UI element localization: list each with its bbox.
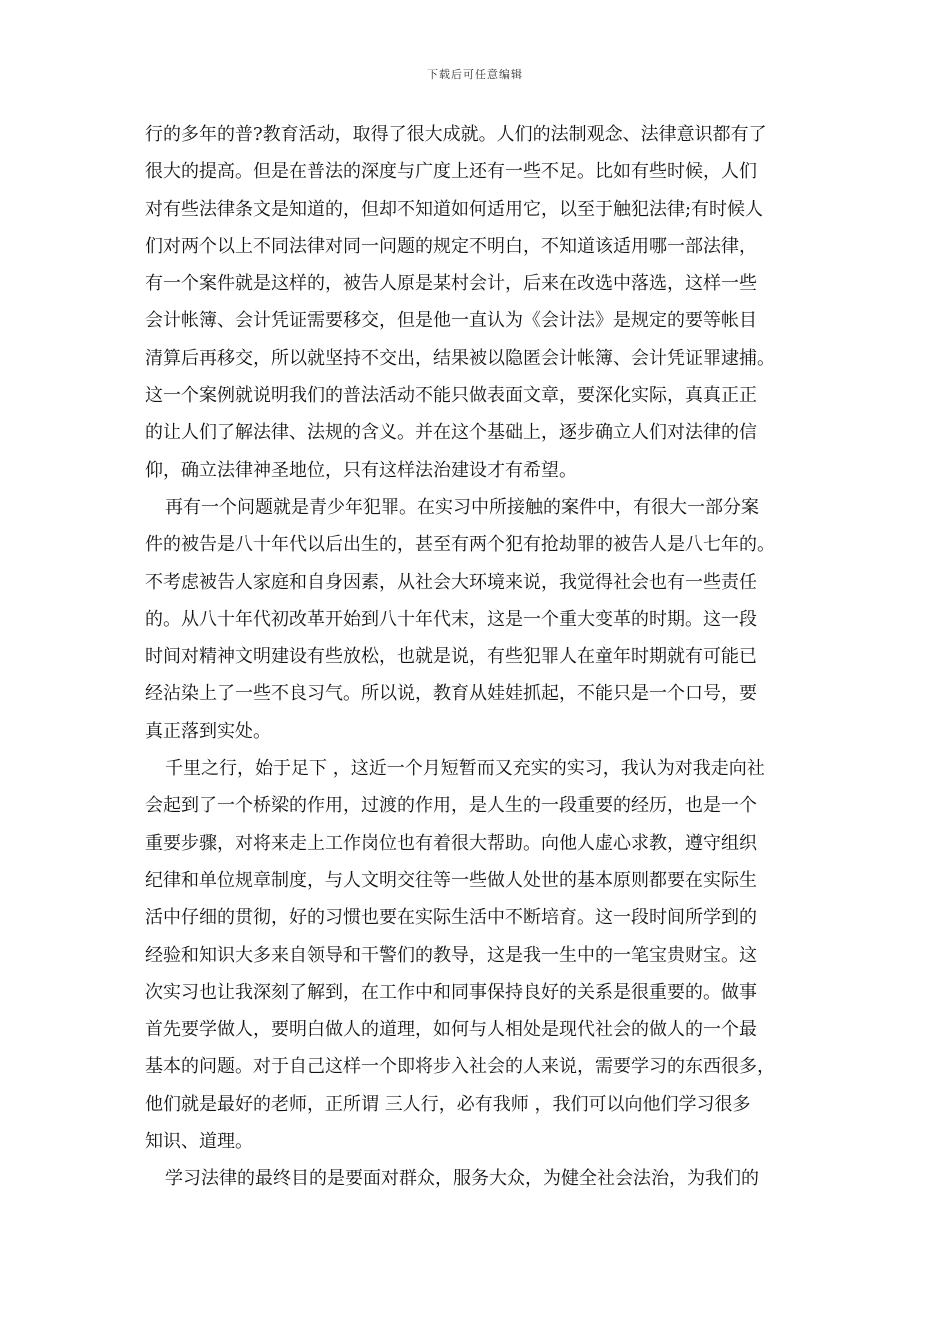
text-line: 千里之行，始于足下 ，这近一个月短暂而又充实的实习，我认为对我走向社 [165, 758, 765, 780]
text-line: 他们就是最好的老师，正所谓 三人行，必有我师 ，我们可以向他们学习很多 [145, 1093, 751, 1115]
text-line: 时间对精神文明建设有些放松，也就是说，有些犯罪人在童年时期就有可能已 [145, 646, 757, 668]
text-line: 有一个案件就是这样的，被告人原是某村会计，后来在改选中落选，这样一些 [145, 273, 757, 295]
text-line: 知识、道理。 [145, 1131, 253, 1153]
text-line: 纪律和单位规章制度，与人文明交往等一些做人处世的基本原则都要在实际生 [145, 869, 757, 891]
text-line: 会计帐簿、会计凭证需要移交，但是他一直认为《会计法》是规定的要等帐目 [145, 310, 757, 332]
text-line: 这一个案例就说明我们的普法活动不能只做表面文章，要深化实际，真真正正 [145, 385, 757, 407]
page-header: 下载后可任意编辑 [427, 68, 523, 81]
text-line: 学习法律的最终目的是要面对群众，服务大众，为健全社会法治，为我们的 [165, 1168, 759, 1190]
text-line: 的让人们了解法律、法规的含义。并在这个基础上，逐步确立人们对法律的信 [145, 422, 757, 444]
text-line: 不考虑被告人家庭和自身因素，从社会大环境来说，我觉得社会也有一些责任 [145, 571, 757, 593]
text-line: 经沾染上了一些不良习气。所以说，教育从娃娃抓起，不能只是一个口号，要 [145, 683, 757, 705]
text-line: 件的被告是八十年代以后出生的，甚至有两个犯有抢劫罪的被告人是八七年的。 [145, 534, 775, 556]
text-line: 重要步骤，对将来走上工作岗位也有着很大帮助。向他人虚心求教，遵守组织 [145, 832, 757, 854]
text-line: 们对两个以上不同法律对同一问题的规定不明白，不知道该适用哪一部法律， [145, 235, 757, 257]
text-line: 仰，确立法律神圣地位，只有这样法治建设才有希望。 [145, 459, 577, 481]
text-line: 的。从八十年代初改革开始到八十年代末，这是一个重大变革的时期。这一段 [145, 608, 757, 630]
text-line: 很大的提高。但是在普法的深度与广度上还有一些不足。比如有些时候，人们 [145, 161, 757, 183]
text-line: 再有一个问题就是青少年犯罪。在实习中所接触的案件中，有很大一部分案 [165, 496, 759, 518]
text-line: 次实习也让我深刻了解到，在工作中和同事保持良好的关系是很重要的。做事 [145, 981, 757, 1003]
text-line: 清算后再移交，所以就坚持不交出，结果被以隐匿会计帐簿、会计凭证罪逮捕。 [145, 347, 775, 369]
document-body [145, 116, 810, 1198]
text-line: 会起到了一个桥梁的作用，过渡的作用，是人生的一段重要的经历，也是一个 [145, 795, 757, 817]
text-line: 基本的问题。对于自己这样一个即将步入社会的人来说，需要学习的东西很多， [145, 1056, 775, 1078]
text-line: 对有些法律条文是知道的，但却不知道如何适用它，以至于触犯法律;有时候人 [145, 198, 764, 220]
text-line: 首先要学做人，要明白做人的道理，如何与人相处是现代社会的做人的一个最 [145, 1019, 757, 1041]
text-line: 活中仔细的贯彻，好的习惯也要在实际生活中不断培育。这一段时间所学到的 [145, 907, 757, 929]
text-line: 经验和知识大多来自领导和干警们的教导，这是我一生中的一笔宝贵财宝。这 [145, 944, 757, 966]
text-line: 真正落到实处。 [145, 720, 271, 742]
text-line: 行的多年的普?教育活动，取得了很大成就。人们的法制观念、法律意识都有了 [145, 124, 767, 145]
